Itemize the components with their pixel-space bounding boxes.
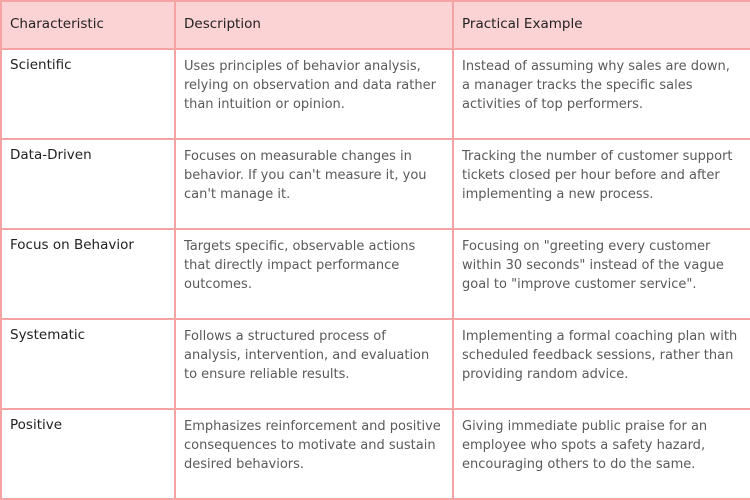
table-row [1, 319, 750, 409]
row-description: Focuses on measurable changes in behavior. If you can't measure it, you can't manage it. [175, 139, 453, 229]
table-row [1, 49, 750, 139]
table-row [1, 139, 750, 229]
table-header-row [1, 1, 750, 49]
row-characteristic: Positive [1, 409, 175, 499]
row-example: Giving immediate public praise for an employee who spots a safety hazard, encouraging others to do the same. [453, 409, 750, 499]
row-example: Instead of assuming why sales are down, a manager tracks the specific sales activities of top performers. [453, 49, 750, 139]
row-description: Uses principles of behavior analysis, relying on observation and data rather than intuition or opinion. [175, 49, 453, 139]
row-characteristic: Data-Driven [1, 139, 175, 229]
header-characteristic: Characteristic [1, 1, 175, 49]
row-characteristic: Systematic [1, 319, 175, 409]
row-characteristic: Focus on Behavior [1, 229, 175, 319]
row-example: Focusing on "greeting every customer within 30 seconds" instead of the vague goal to "improve customer service". [453, 229, 750, 319]
row-description: Emphasizes reinforcement and positive consequences to motivate and sustain desired behaviors. [175, 409, 453, 499]
header-description: Description [175, 1, 453, 49]
row-description: Targets specific, observable actions that directly impact performance outcomes. [175, 229, 453, 319]
table-row [1, 229, 750, 319]
row-example: Implementing a formal coaching plan with scheduled feedback sessions, rather than providing random advice. [453, 319, 750, 409]
header-practical-example: Practical Example [453, 1, 750, 49]
row-description: Follows a structured process of analysis, intervention, and evaluation to ensure reliable results. [175, 319, 453, 409]
row-characteristic: Scientific [1, 49, 175, 139]
table-row [1, 409, 750, 499]
row-example: Tracking the number of customer support tickets closed per hour before and after implementing a new process. [453, 139, 750, 229]
